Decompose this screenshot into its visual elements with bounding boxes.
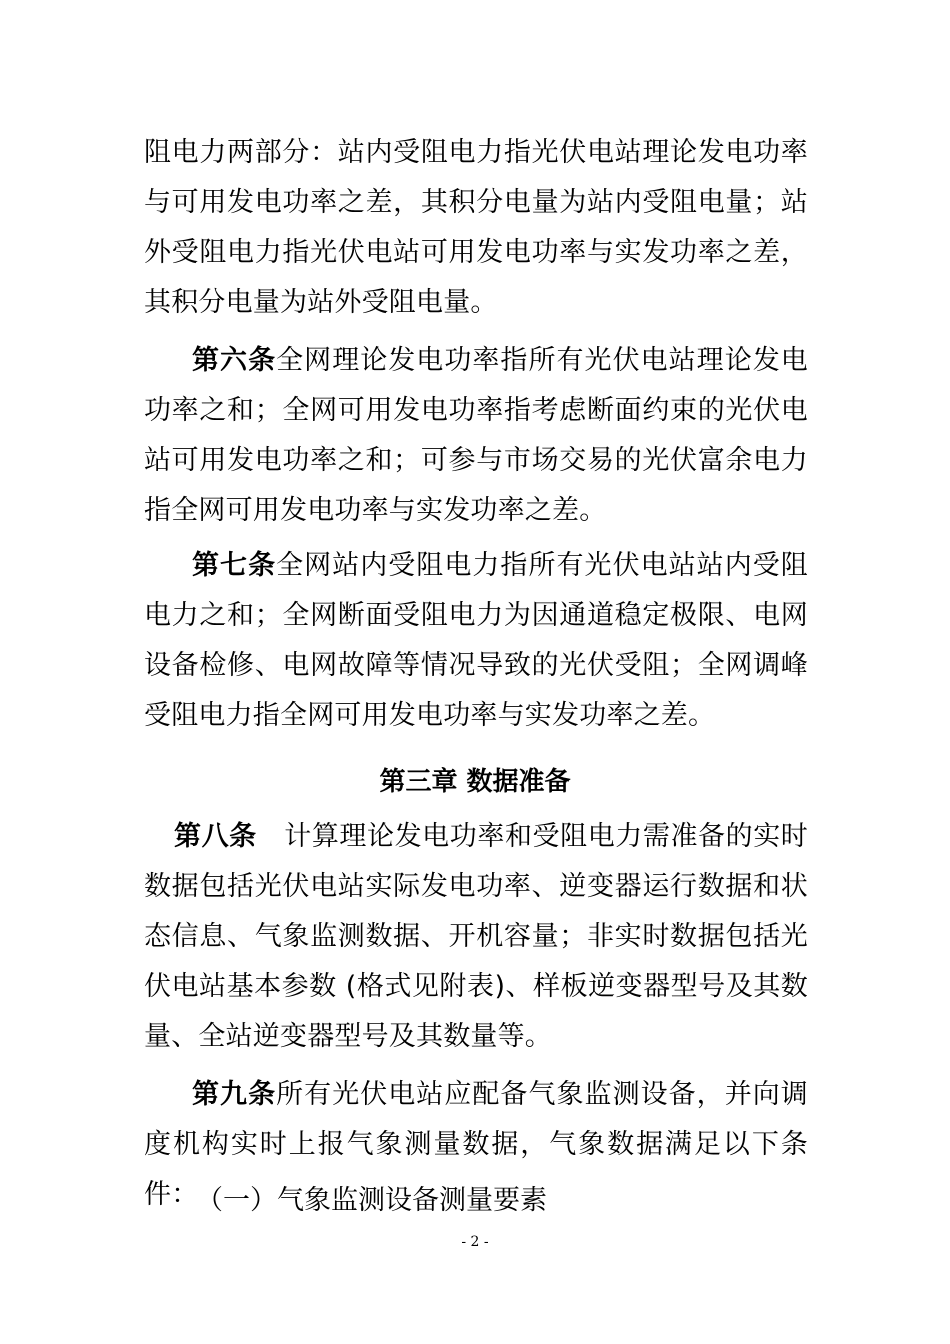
page-number: - 2 - [461,1234,489,1250]
article-9-text: 所有光伏电站应配备气象监测设备，并向调度机构实时上报气象测量数据，气象数据满足以下条件： [144,1079,808,1210]
article-7 [144,541,808,741]
article-8-text: 计算理论发电功率和受阻电力需准备的实时数据包括光伏电站实际发电功率、逆变器运行数据和状态信息、气象监测数据、开机容量；非实时数据包括光伏电站基本参数 (格式见附表)、样板逆变器型号及其数量、全站逆变器型号及其数量等。 [144,821,808,1052]
article-8 [144,812,808,1062]
paragraph-text: 阻电力两部分：站内受阻电力指光伏电站理论发电功率与可用发电功率之差，其积分电量为站内受阻电量；站外受阻电力指光伏电站可用发电功率与实发功率之差，其积分电量为站外受阻电量。 [144,137,808,318]
chapter-title: 第三章 数据准备 [379,766,571,797]
list-item-1: （一）气象监测设备测量要素 [196,1185,547,1216]
article-6-text: 全网理论发电功率指所有光伏电站理论发电功率之和；全网可用发电功率指考虑断面约束的光伏电站可用发电功率之和；可参与市场交易的光伏富余电力指全网可用发电功率与实发功率之差。 [144,345,808,526]
article-8-spacing [257,821,285,852]
article-8-label: 第八条 [174,821,257,852]
article-6 [144,336,808,536]
article-9-label: 第九条 [192,1079,277,1110]
paragraph-continuation [144,128,808,328]
article-7-label: 第七条 [192,550,277,581]
article-6-label: 第六条 [192,345,277,376]
article-7-text: 全网站内受阻电力指所有光伏电站站内受阻电力之和；全网断面受阻电力为因通道稳定极限、电网设备检修、电网故障等情况导致的光伏受阻；全网调峰受阻电力指全网可用发电功率与实发功率之差。 [144,550,808,731]
